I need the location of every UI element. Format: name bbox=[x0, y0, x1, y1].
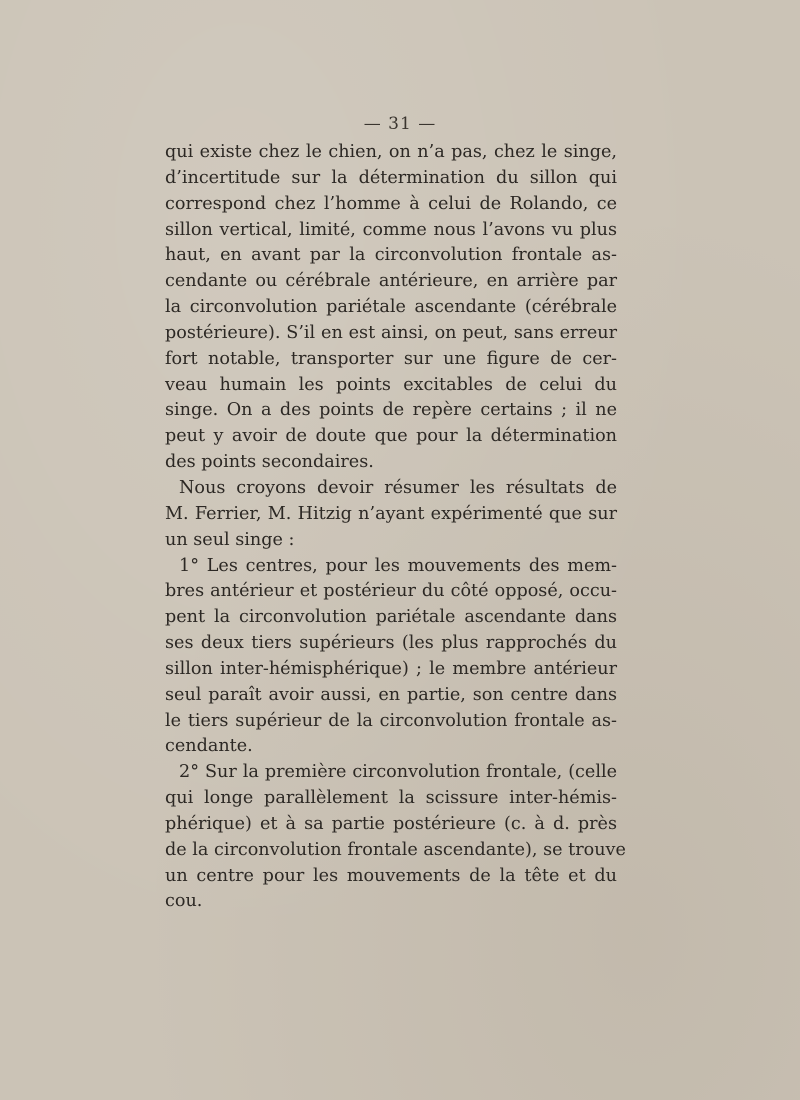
text-line: sillon inter-hémisphérique) ; le membre antérieur bbox=[165, 658, 617, 679]
text-line: qui longe parallèlement la scissure inter-hémis- bbox=[165, 788, 617, 809]
page-number: — 31 — bbox=[363, 114, 437, 134]
text-line: seul paraît avoir aussi, en partie, son centre dans bbox=[165, 684, 617, 705]
text-line: fort notable, transporter sur une figure de cer- bbox=[165, 348, 617, 369]
text-line: pent la circonvolution pariétale ascendante dans bbox=[165, 607, 617, 628]
text-line: un seul singe : bbox=[165, 529, 295, 550]
text-line: ses deux tiers supérieurs (les plus rapprochés du bbox=[165, 633, 617, 654]
text-line: des points secondaires. bbox=[165, 452, 374, 473]
text-line: de la circonvolution frontale ascendante), se trouve bbox=[165, 839, 626, 860]
text-line: d’incertitude sur la détermination du sillon qui bbox=[165, 167, 617, 188]
text-line: M. Ferrier, M. Hitzig n’ayant expérimenté que sur bbox=[165, 503, 617, 524]
text-line: peut y avoir de doute que pour la détermination bbox=[165, 426, 617, 447]
text-line: 2° Sur la première circonvolution frontale, (celle bbox=[179, 762, 617, 783]
text-line: qui existe chez le chien, on n’a pas, chez le singe, bbox=[165, 142, 617, 162]
text-line: un centre pour les mouvements de la tête et du bbox=[165, 865, 617, 886]
text-line: singe. On a des points de repère certains ; il ne bbox=[165, 400, 617, 421]
text-line: 1° Les centres, pour les mouvements des mem- bbox=[179, 555, 617, 576]
text-line: veau humain les points excitables de celui du bbox=[165, 374, 617, 395]
text-line: postérieure). S’il en est ainsi, on peut, sans erreur bbox=[165, 322, 617, 343]
text-line: la circonvolution pariétale ascendante (cérébrale bbox=[165, 297, 617, 318]
text-line: haut, en avant par la circonvolution frontale as- bbox=[165, 245, 617, 266]
text-line: sillon vertical, limité, comme nous l’avons vu plus bbox=[165, 219, 617, 240]
body-text bbox=[165, 140, 626, 915]
text-line: Nous croyons devoir résumer les résultats de bbox=[179, 477, 617, 498]
text-line: cendante ou cérébrale antérieure, en arrière par bbox=[165, 271, 617, 292]
text-line: cendante. bbox=[165, 736, 253, 757]
text-line: bres antérieur et postérieur du côté opposé, occu- bbox=[165, 581, 617, 602]
text-line: correspond chez l’homme à celui de Rolando, ce bbox=[165, 193, 617, 214]
text-line: le tiers supérieur de la circonvolution frontale as- bbox=[165, 710, 617, 731]
text-line: cou. bbox=[165, 891, 203, 912]
text-line: phérique) et à sa partie postérieure (c. à d. près bbox=[165, 813, 617, 834]
